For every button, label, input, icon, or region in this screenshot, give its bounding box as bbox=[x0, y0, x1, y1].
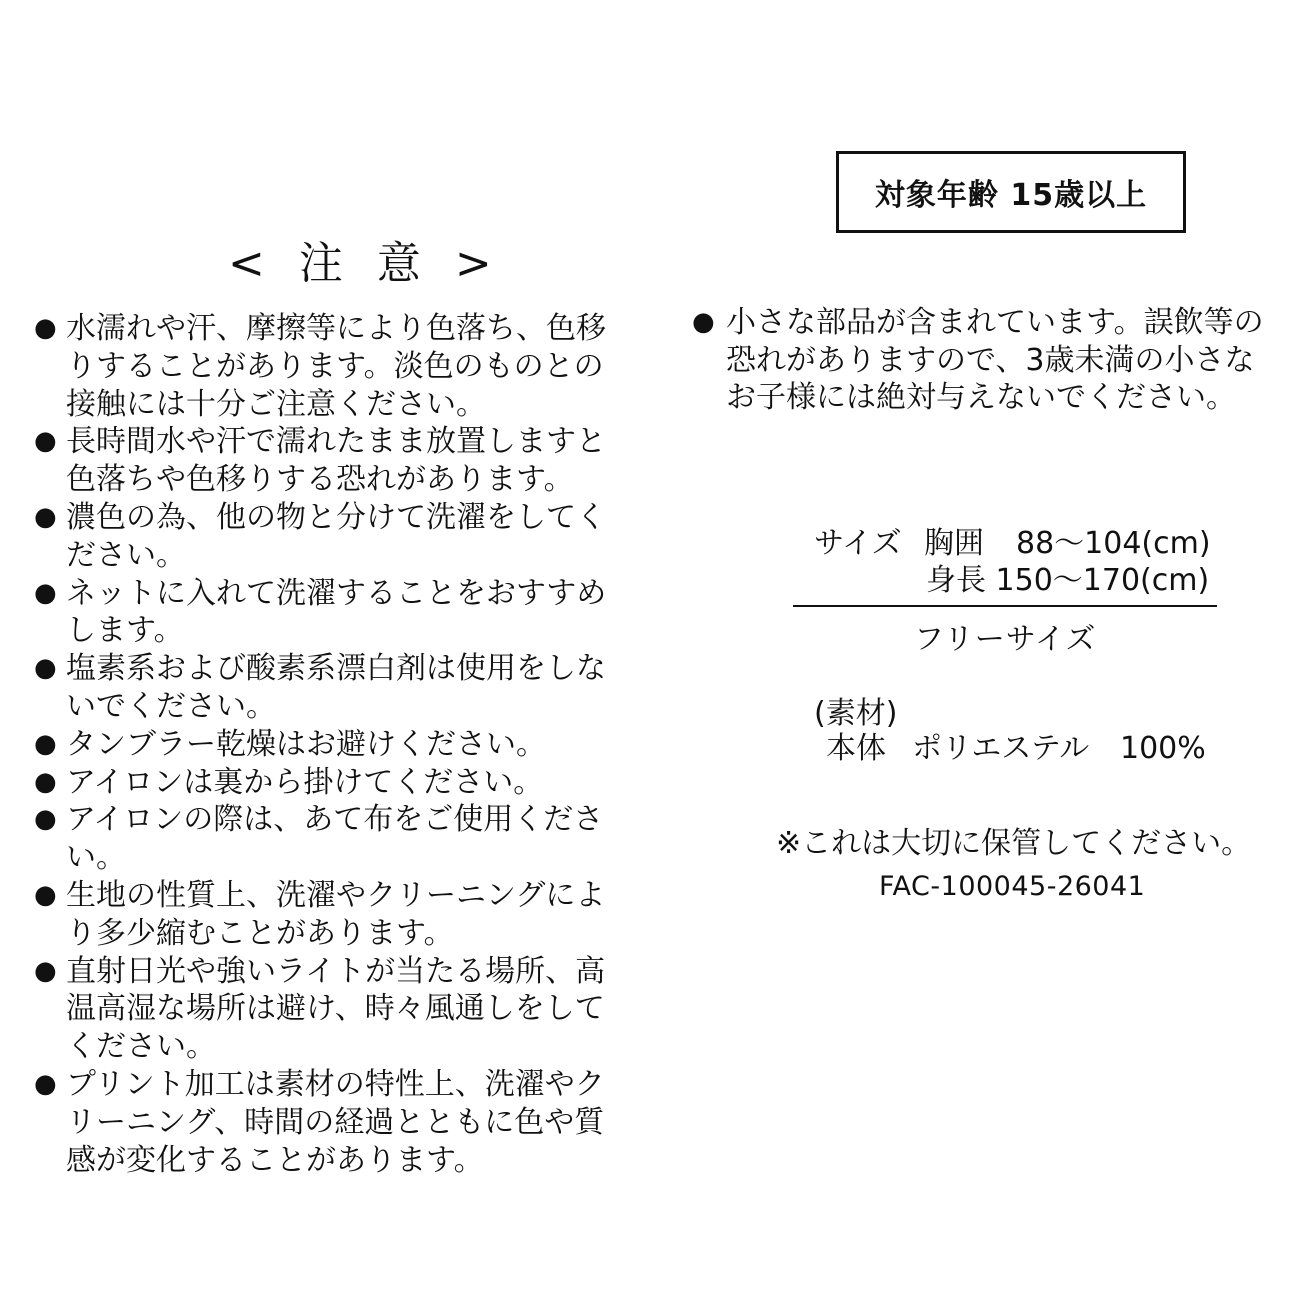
caution-item-line: 直射日光や強いライトが当たる場所、高 bbox=[66, 953, 606, 989]
caution-item bbox=[34, 1066, 634, 1179]
caution-item-line: 感が変化することがあります。 bbox=[66, 1142, 484, 1178]
material-part: 本体 bbox=[826, 731, 886, 766]
age-notice-box: 対象年齢 15歳以上 bbox=[836, 151, 1186, 233]
caution-item bbox=[34, 764, 634, 802]
caution-item bbox=[34, 423, 634, 499]
chest-value: 88～104(cm) bbox=[1016, 526, 1211, 561]
bullet-icon: ● bbox=[34, 577, 57, 608]
caution-item bbox=[34, 801, 634, 877]
bullet-icon: ● bbox=[34, 426, 57, 457]
caution-item-text bbox=[66, 499, 634, 575]
caution-list bbox=[34, 310, 634, 1179]
material-heading: (素材) bbox=[814, 696, 898, 731]
bullet-icon: ● bbox=[34, 653, 57, 684]
size-label: サイズ bbox=[814, 526, 902, 561]
bullet-icon: ● bbox=[692, 307, 715, 337]
height-size: 身長 150～170(cm) bbox=[926, 563, 1210, 598]
bullet-icon: ● bbox=[34, 728, 57, 759]
product-code: FAC-100045-26041 bbox=[879, 871, 1146, 902]
warning-line: 恐れがありますので、3歳未満の小さな bbox=[726, 342, 1255, 378]
caution-item-text bbox=[66, 726, 634, 764]
warning-text bbox=[726, 304, 1296, 417]
caution-item-text bbox=[66, 575, 634, 651]
caution-item-text bbox=[66, 650, 634, 726]
bullet-icon: ● bbox=[34, 313, 57, 343]
caution-item-line: ださい。 bbox=[66, 537, 186, 573]
caution-item-line: 水濡れや汗、摩擦等により色落ち、色移 bbox=[66, 311, 606, 346]
caution-title: < 注 意 > bbox=[228, 238, 502, 289]
caution-item-line: アイロンの際は、あて布をご使用くださ bbox=[66, 802, 604, 838]
material-fabric: ポリエステル bbox=[912, 731, 1090, 766]
caution-item-line: タンブラー乾燥はお避けください。 bbox=[66, 726, 546, 762]
caution-item-line: リーニング、時間の経過とともに色や質 bbox=[66, 1104, 605, 1140]
caution-item bbox=[34, 953, 634, 1066]
size-divider bbox=[793, 605, 1217, 607]
free-size-label: フリーサイズ bbox=[914, 622, 1097, 657]
chest-label: 胸囲 bbox=[924, 526, 984, 561]
caution-item-line: 塩素系および酸素系漂白剤は使用をしな bbox=[66, 651, 606, 687]
caution-item-text bbox=[66, 310, 634, 423]
caution-item bbox=[34, 499, 634, 575]
caution-item-line: 長時間水や汗で濡れたまま放置しますと bbox=[66, 424, 606, 460]
caution-item-text bbox=[66, 877, 634, 953]
caution-item-line: 濃色の為、他の物と分けて洗濯をしてく bbox=[66, 499, 606, 535]
caution-item-line: 接触には十分ご注意ください。 bbox=[66, 386, 486, 422]
caution-item-text bbox=[66, 1066, 634, 1179]
warning-line: お子様には絶対与えないでください。 bbox=[726, 380, 1236, 415]
caution-item-line: プリント加工は素材の特性上、洗濯やク bbox=[66, 1066, 605, 1102]
bullet-icon: ● bbox=[34, 1068, 57, 1099]
caution-item-line: り多少縮むことがあります。 bbox=[66, 915, 454, 951]
caution-item-line: します。 bbox=[66, 613, 184, 649]
caution-item-text bbox=[66, 764, 634, 802]
caution-item bbox=[34, 650, 634, 726]
caution-item-line: いでください。 bbox=[66, 688, 276, 724]
caution-item-line: 色落ちや色移りする恐れがあります。 bbox=[66, 462, 574, 498]
material-percent: 100% bbox=[1120, 731, 1206, 766]
caution-item-line: 生地の性質上、洗濯やクリーニングによ bbox=[66, 877, 606, 913]
caution-item-line: い。 bbox=[66, 840, 126, 876]
caution-item bbox=[34, 877, 634, 953]
bullet-icon: ● bbox=[34, 766, 57, 797]
keep-note: ※これは大切に保管してください。 bbox=[776, 826, 1252, 861]
caution-item bbox=[34, 726, 634, 764]
bullet-icon: ● bbox=[34, 955, 57, 986]
caution-item-text bbox=[66, 953, 634, 1066]
caution-item-line: ください。 bbox=[66, 1029, 216, 1065]
caution-item-text bbox=[66, 801, 634, 877]
caution-item-line: ネットに入れて洗濯することをおすすめ bbox=[66, 575, 607, 611]
caution-item bbox=[34, 310, 634, 423]
bullet-icon: ● bbox=[34, 879, 57, 910]
caution-item bbox=[34, 575, 634, 651]
caution-item-text bbox=[66, 423, 634, 499]
caution-item-line: りすることがあります。淡色のものとの bbox=[66, 348, 604, 384]
caution-item-line: アイロンは裏から掛けてください。 bbox=[66, 764, 544, 800]
small-parts-warning bbox=[692, 304, 1296, 417]
warning-line: 小さな部品が含まれています。誤飲等の bbox=[726, 305, 1264, 340]
bullet-icon: ● bbox=[34, 501, 57, 532]
caution-item-line: 温高湿な場所は避け、時々風通しをして bbox=[66, 991, 605, 1027]
bullet-icon: ● bbox=[34, 804, 57, 835]
